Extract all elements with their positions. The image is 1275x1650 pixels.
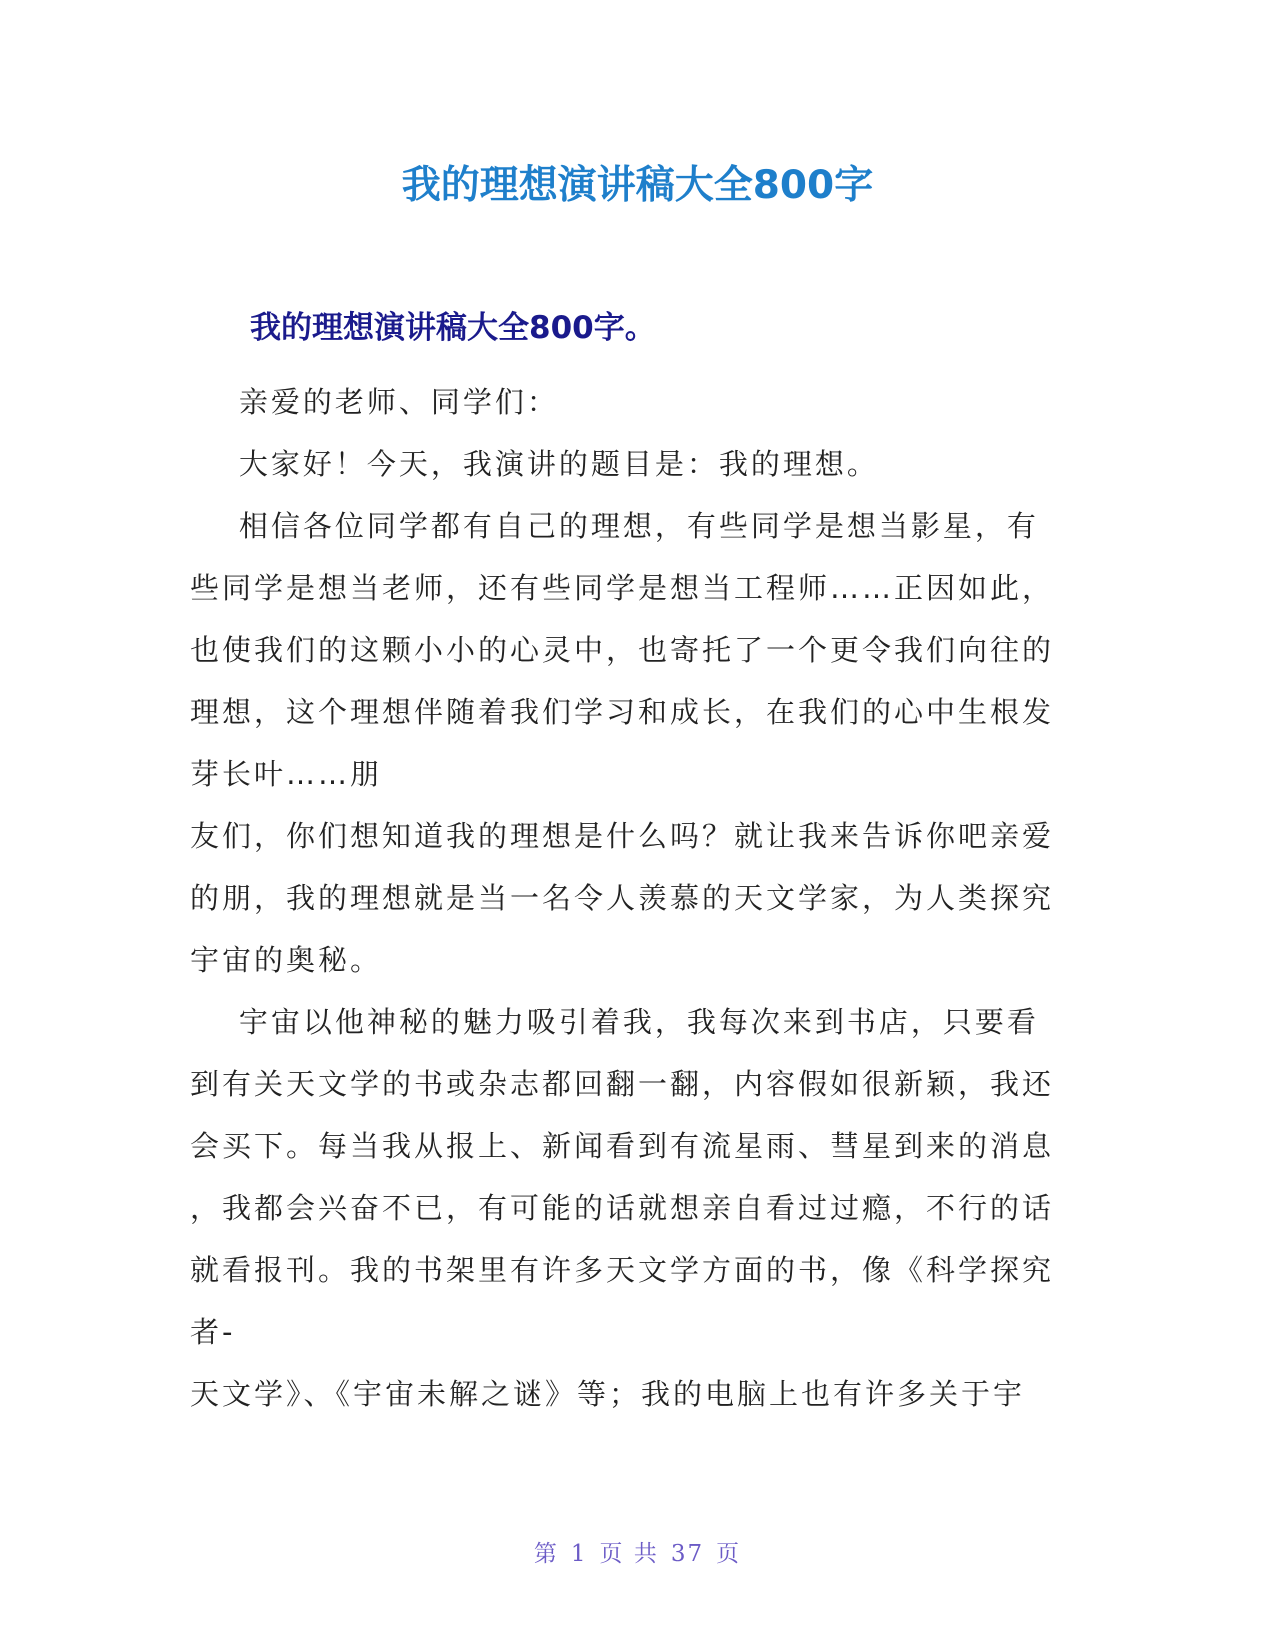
footer-middle: 页 共 — [599, 1541, 659, 1567]
body-line: 宇宙以他神秘的魅力吸引着我，我每次来到书店，只要看 — [190, 1005, 1039, 1039]
footer-suffix: 页 — [716, 1541, 742, 1567]
body-line: 亲爱的老师、同学们： — [190, 385, 559, 419]
body-line: 就看报刊。我的书架里有许多天文学方面的书，像《科学探究 — [190, 1253, 1055, 1287]
body-line: 的朋，我的理想就是当一名令人羡慕的天文学家，为人类探究 — [190, 881, 1055, 915]
document-title: 我的理想演讲稿大全800字 — [401, 163, 874, 208]
total-pages-number: 37 — [670, 1541, 705, 1567]
body-line: 大家好！今天，我演讲的题目是：我的理想。 — [190, 447, 879, 481]
body-line: 者- — [190, 1315, 236, 1349]
footer-prefix: 第 — [533, 1541, 559, 1567]
body-line: 理想，这个理想伴随着我们学习和成长，在我们的心中生根发 — [190, 695, 1055, 729]
body-line: 芽长叶……朋 — [190, 757, 383, 791]
body-line: 也使我们的这颗小小的心灵中，也寄托了一个更令我们向往的 — [190, 633, 1055, 667]
body-line: 相信各位同学都有自己的理想，有些同学是想当影星，有 — [190, 509, 1039, 543]
section-subtitle: 我的理想演讲稿大全800字。 — [250, 310, 656, 346]
current-page-number: 1 — [570, 1541, 588, 1567]
page-footer — [0, 1535, 1275, 1568]
body-line: 到有关天文学的书或杂志都回翻一翻，内容假如很新颖，我还 — [190, 1067, 1055, 1101]
body-line: 天文学》、《宇宙未解之谜》等；我的电脑上也有许多关于宇 — [190, 1377, 1026, 1411]
body-line: 宇宙的奥秘。 — [190, 943, 383, 977]
body-line: 友们，你们想知道我的理想是什么吗？就让我来告诉你吧亲爱 — [190, 819, 1055, 853]
body-line: 会买下。每当我从报上、新闻看到有流星雨、彗星到来的消息 — [190, 1129, 1055, 1163]
body-line: 些同学是想当老师，还有些同学是想当工程师……正因如此， — [190, 571, 1055, 605]
body-line: ，我都会兴奋不已，有可能的话就想亲自看过过瘾，不行的话 — [190, 1191, 1055, 1225]
